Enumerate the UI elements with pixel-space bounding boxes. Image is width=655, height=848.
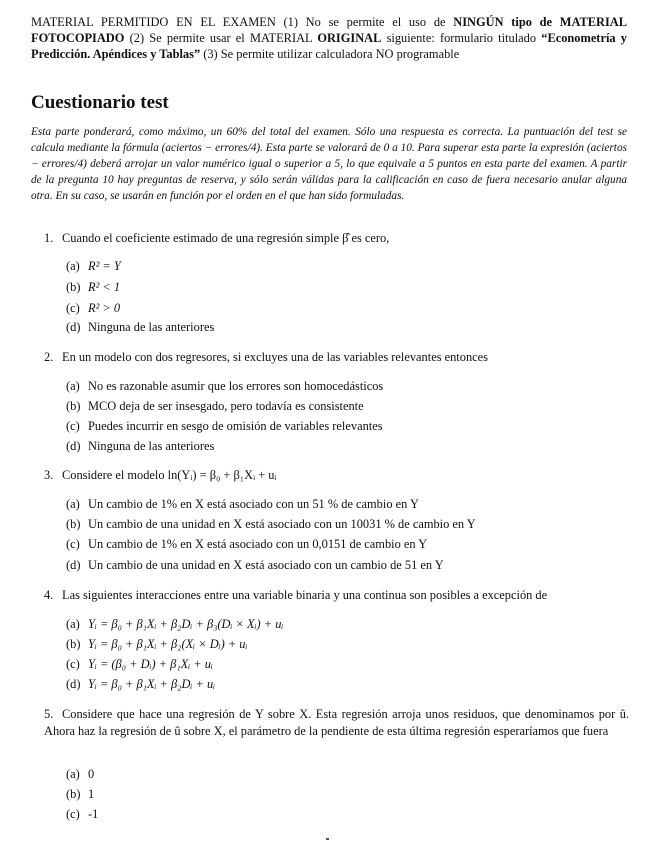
question-number: 5. bbox=[44, 707, 54, 721]
exam-header bbox=[31, 14, 627, 62]
option-label: (d) bbox=[66, 677, 81, 691]
question-2-option-b[interactable] bbox=[66, 397, 364, 415]
question-1-option-c[interactable] bbox=[66, 299, 120, 317]
question-4 bbox=[44, 586, 627, 604]
option-text: R² < 1 bbox=[88, 280, 121, 294]
option-label: (a) bbox=[66, 497, 80, 511]
question-1-option-a[interactable] bbox=[66, 257, 121, 275]
question-4-option-c[interactable] bbox=[66, 655, 213, 673]
option-label: (a) bbox=[66, 617, 80, 631]
question-3-option-d[interactable] bbox=[66, 556, 444, 574]
question-5-option-b[interactable] bbox=[66, 785, 94, 803]
option-text: Un cambio de 1% en X está asociado con un 0,0151 de cambio en Y bbox=[88, 537, 428, 551]
option-text: Un cambio de 1% en X está asociado con un 51 % de cambio en Y bbox=[88, 497, 419, 511]
question-number: 2. bbox=[44, 350, 54, 364]
option-label: (b) bbox=[66, 280, 81, 294]
option-label: (c) bbox=[66, 807, 80, 821]
header-bold-2: ORIGINAL bbox=[317, 31, 382, 45]
option-label: (b) bbox=[66, 637, 81, 651]
option-text: 1 bbox=[88, 787, 95, 801]
header-text-3: siguiente: formulario titulado bbox=[381, 31, 542, 45]
question-2-option-d[interactable] bbox=[66, 437, 214, 455]
option-label: (a) bbox=[66, 379, 80, 393]
question-1-option-b[interactable] bbox=[66, 278, 120, 296]
option-text: R² = Y bbox=[88, 259, 121, 273]
question-2 bbox=[44, 348, 627, 366]
header-text-1: MATERIAL PERMITIDO EN EL EXAMEN (1) No se permite el uso de bbox=[31, 15, 454, 29]
option-text: Yᵢ = β₀ + β₁Xᵢ + β₂Dᵢ + β₃(Dᵢ × Xᵢ) + uᵢ bbox=[88, 617, 284, 631]
question-5-option-c[interactable] bbox=[66, 805, 98, 823]
page-marker bbox=[326, 838, 329, 840]
option-text: Un cambio de una unidad en X está asociado con un 10031 % de cambio en Y bbox=[88, 517, 476, 531]
question-3-option-a[interactable] bbox=[66, 495, 419, 513]
option-text: Un cambio de una unidad en X está asociado con un cambio de 51 en Y bbox=[88, 558, 444, 572]
option-text: Ninguna de las anteriores bbox=[88, 320, 215, 334]
question-3-option-c[interactable] bbox=[66, 535, 427, 553]
option-label: (b) bbox=[66, 787, 81, 801]
question-number: 4. bbox=[44, 588, 54, 602]
option-text: Yᵢ = β₀ + β₁Xᵢ + β₂(Xᵢ × Dᵢ) + uᵢ bbox=[88, 637, 248, 651]
option-text: Yᵢ = β₀ + β₁Xᵢ + β₂Dᵢ + uᵢ bbox=[88, 677, 216, 691]
option-text: R² > 0 bbox=[88, 301, 121, 315]
question-4-option-d[interactable] bbox=[66, 675, 215, 693]
header-text-4: (3) Se permite utilizar calculadora NO programable bbox=[200, 47, 460, 61]
option-label: (a) bbox=[66, 767, 80, 781]
section-title: Cuestionario test bbox=[31, 92, 169, 113]
option-text: Puedes incurrir en sesgo de omisión de variables relevantes bbox=[88, 419, 383, 433]
question-text: Considere el modelo ln(Yᵢ) = β₀ + β₁Xᵢ + uᵢ bbox=[62, 468, 277, 482]
option-label: (c) bbox=[66, 301, 80, 315]
option-text: MCO deja de ser insesgado, pero todavía es consistente bbox=[88, 399, 364, 413]
header-bold-1: NINGÚN tipo de MATERIAL FOTOCOPIADO bbox=[31, 15, 628, 45]
question-text: En un modelo con dos regresores, si excluyes una de las variables relevantes entonces bbox=[62, 350, 488, 364]
option-label: (c) bbox=[66, 419, 80, 433]
option-label: (d) bbox=[66, 439, 81, 453]
option-text: 0 bbox=[88, 767, 95, 781]
option-label: (d) bbox=[66, 320, 81, 334]
question-2-option-c[interactable] bbox=[66, 417, 383, 435]
option-text: Ninguna de las anteriores bbox=[88, 439, 215, 453]
question-4-option-a[interactable] bbox=[66, 615, 283, 633]
question-5 bbox=[44, 706, 629, 740]
question-1 bbox=[44, 229, 627, 247]
question-3 bbox=[44, 466, 627, 484]
header-text-2: (2) Se permite usar el MATERIAL bbox=[124, 31, 318, 45]
question-4-option-b[interactable] bbox=[66, 635, 247, 653]
option-text: Yᵢ = (β₀ + Dᵢ) + β₁Xᵢ + uᵢ bbox=[88, 657, 213, 671]
option-label: (b) bbox=[66, 517, 81, 531]
option-label: (c) bbox=[66, 537, 80, 551]
option-label: (b) bbox=[66, 399, 81, 413]
header-bold-3: “Econometría y Predicción. Apéndices y Tablas” bbox=[31, 31, 627, 61]
option-text: -1 bbox=[88, 807, 99, 821]
option-text: No es razonable asumir que los errores son homocedásticos bbox=[88, 379, 384, 393]
question-text: Las siguientes interacciones entre una variable binaria y una continua son posibles a excepción de bbox=[62, 588, 548, 602]
question-text: Considere que hace una regresión de Y sobre X. Esta regresión arroja unos residuos, que denominamos por û. Ahora haz la regresión de û sobre X, el parámetro de la pendiente de esta última regresión esperaríamos que fuera bbox=[44, 707, 629, 738]
question-1-option-d[interactable] bbox=[66, 318, 214, 336]
question-number: 3. bbox=[44, 468, 54, 482]
instructions-paragraph: Esta parte ponderará, como máximo, un 60% del total del examen. Sólo una respuesta es correcta. La puntuación del test se calcula mediante la fórmula (aciertos − errores/4). Esta parte se valorará de 0 a 10. Para superar esta parte la expresión (aciertos − errores/4) deberá arrojar un valor numérico igual o superior a 5, lo que equivale a 5 puntos en esta parte del examen. A partir de la pregunta 10 hay preguntas de reserva, y sólo serán válidas para la calificación en caso de fuera necesario anular alguna otra. En su caso, se usarán en función por el orden en el que han sido formuladas. bbox=[31, 126, 627, 202]
option-label: (d) bbox=[66, 558, 81, 572]
question-5-option-a[interactable] bbox=[66, 765, 94, 783]
question-number: 1. bbox=[44, 231, 54, 245]
option-label: (a) bbox=[66, 259, 80, 273]
question-text: Cuando el coeficiente estimado de una regresión simple β̂ es cero, bbox=[62, 231, 390, 245]
option-label: (c) bbox=[66, 657, 80, 671]
question-2-option-a[interactable] bbox=[66, 377, 383, 395]
question-3-option-b[interactable] bbox=[66, 515, 476, 533]
